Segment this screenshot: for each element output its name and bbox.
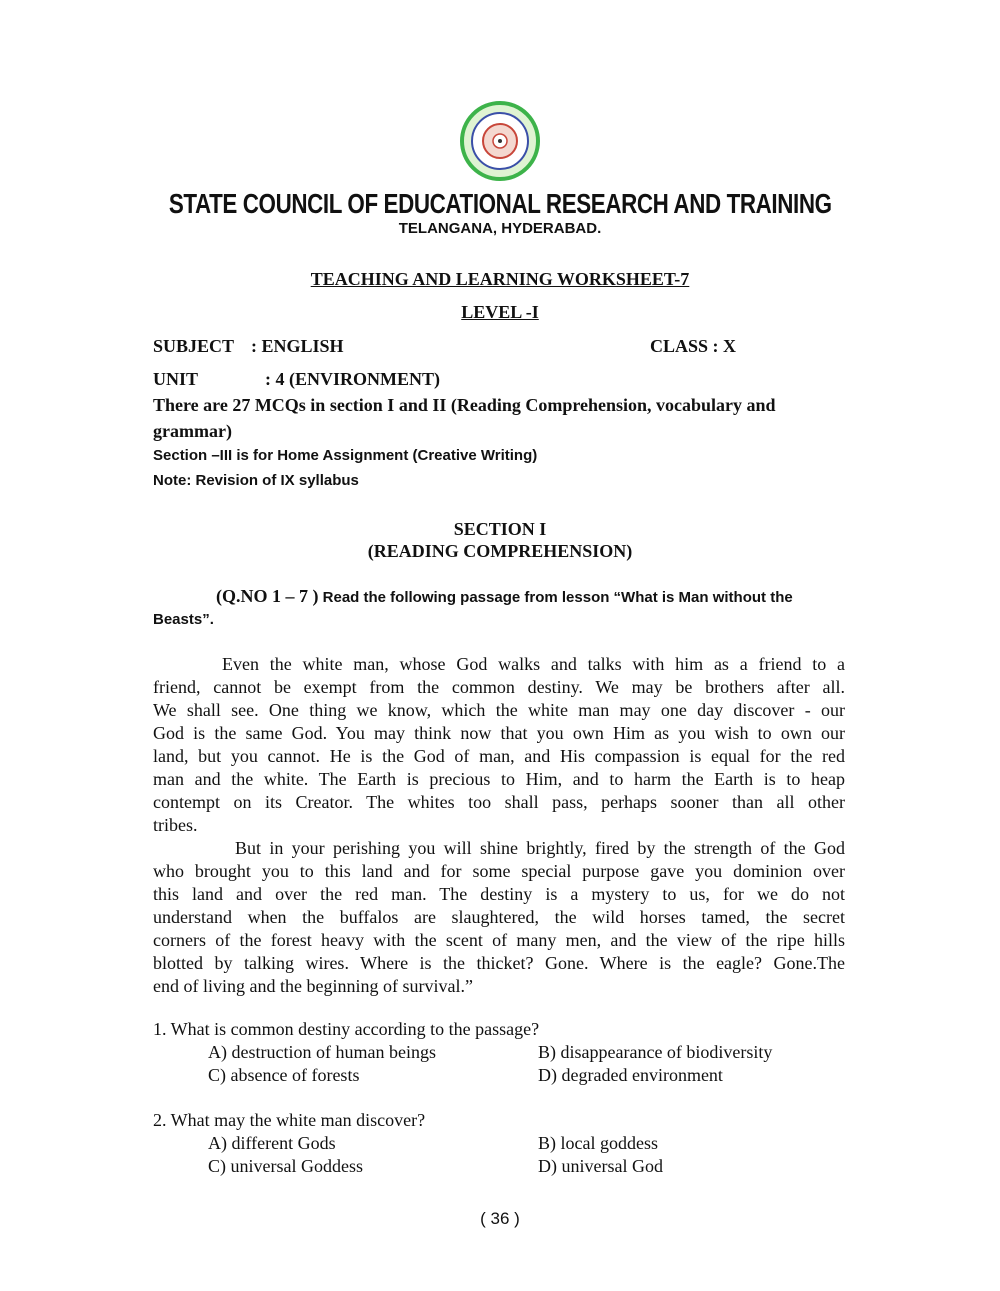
passage-line: friend, cannot be exempt from the common destiny. We may be brothers after all. [153, 677, 845, 697]
revision-note: Note: Revision of IX syllabus [153, 472, 359, 489]
passage-line: Even the white man, whose God walks and talks with him as a friend to a [222, 654, 845, 674]
passage-line: God is the same God. You may think now that you own Him as you wish to own our [153, 723, 845, 743]
subject-label: SUBJECT [153, 336, 235, 356]
scert-logo [460, 101, 540, 181]
worksheet-title: TEACHING AND LEARNING WORKSHEET-7 [310, 269, 690, 289]
unit-label: UNIT [153, 369, 199, 389]
option-a: A) destruction of human beings [208, 1042, 436, 1062]
question-text: 2. What may the white man discover? [153, 1110, 426, 1130]
passage-line: understand when the buffalos are slaughtered, the wild horses tamed, the secret [153, 907, 845, 927]
passage-line: this land and over the red man. The destiny is a mystery to us, for we do not [153, 884, 845, 904]
question-text: 1. What is common destiny according to the passage? [153, 1019, 540, 1039]
option-c: C) absence of forests [208, 1065, 360, 1085]
passage-line: But in your perishing you will shine brightly, fired by the strength of the God [235, 838, 845, 858]
option-d: D) degraded environment [538, 1065, 723, 1085]
org-title: STATE COUNCIL OF EDUCATIONAL RESEARCH AND TRAINING [168, 188, 832, 219]
instruction-line2: Beasts”. [153, 611, 214, 628]
passage-line: who brought you to this land and for some special purpose gave you dominion over [153, 861, 845, 881]
level-label: LEVEL -I [461, 302, 539, 322]
passage-line: blotted by talking wires. Where is the thicket? Gone. Where is the eagle? Gone.The [153, 953, 845, 973]
subject-value: : ENGLISH [251, 336, 344, 356]
option-b: B) disappearance of biodiversity [538, 1042, 773, 1062]
instruction: (Q.NO 1 – 7 ) Read the following passage from lesson “What is Man without the [216, 586, 793, 606]
passage-line: contempt on its Creator. The whites too shall pass, perhaps sooner than all other [153, 792, 845, 812]
section-title: SECTION I [453, 519, 547, 539]
option-b: B) local goddess [538, 1133, 658, 1153]
passage-line: tribes. [153, 815, 198, 835]
option-c: C) universal Goddess [208, 1156, 363, 1176]
page-number: ( 36 ) [480, 1209, 520, 1228]
org-subtitle: TELANGANA, HYDERABAD. [398, 220, 602, 237]
info-line: grammar) [153, 421, 232, 441]
passage-line: land, but you cannot. He is the God of man, and His compassion is equal for the red [153, 746, 845, 766]
unit-value: : 4 (ENVIRONMENT) [265, 369, 440, 389]
passage-line: corners of the forest heavy with the scent of many men, and the view of the ripe hills [153, 930, 845, 950]
option-a: A) different Gods [208, 1133, 336, 1153]
section-subtitle: (READING COMPREHENSION) [367, 541, 633, 561]
info-line: There are 27 MCQs in section I and II (Reading Comprehension, vocabulary and [153, 395, 776, 415]
class-label: CLASS : X [650, 336, 737, 356]
section3-note: Section –III is for Home Assignment (Creative Writing) [153, 447, 538, 464]
passage-line: We shall see. One thing we know, which the white man may one day discover - our [153, 700, 845, 720]
option-d: D) universal God [538, 1156, 663, 1176]
passage-line: end of living and the beginning of survival.” [153, 976, 473, 996]
passage-line: man and the white. The Earth is precious to Him, and to harm the Earth is to heap [153, 769, 845, 789]
